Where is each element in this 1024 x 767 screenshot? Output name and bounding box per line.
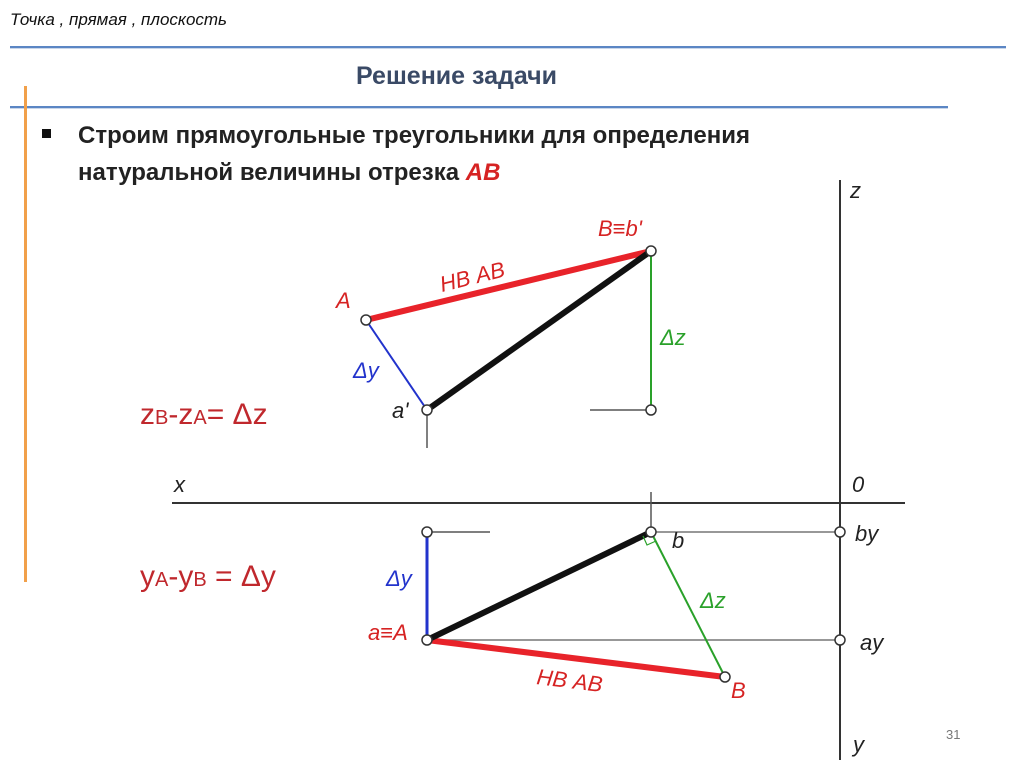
slide-title: Решение задачи [356, 62, 558, 90]
label-b-top: b [672, 528, 685, 553]
point-a-top [422, 635, 432, 645]
point-b-top [646, 527, 656, 537]
point-A-front [361, 315, 371, 325]
axis-y-label: y [853, 732, 864, 757]
point-B-top [720, 672, 730, 682]
bullet-line-1: Строим прямоугольные треугольники для определения [78, 122, 750, 149]
label-delta-z-front: Δz [660, 325, 686, 350]
label-a-front: a' [392, 398, 409, 423]
segment-name: AB [465, 159, 501, 186]
topic-title: Точка , прямая , плоскость [10, 10, 227, 29]
page-number: 31 [946, 727, 961, 742]
point-b-front [646, 246, 656, 256]
origin-label: 0 [852, 472, 865, 497]
label-B-top: B [731, 678, 746, 703]
axis-z-label: z [850, 178, 861, 203]
formula-delta-y: yA-yB = Δy [140, 560, 276, 593]
label-B-b-front: B≡b' [598, 216, 642, 241]
point-a-front [422, 405, 432, 415]
label-delta-y-top: Δy [386, 566, 412, 591]
point-z-base [646, 405, 656, 415]
top-projection-ab [427, 532, 651, 640]
label-delta-z-top: Δz [700, 588, 726, 613]
label-true-length-top: НВ AB [535, 664, 604, 698]
point-ay [835, 635, 845, 645]
point-y-top [422, 527, 432, 537]
label-A-front: A [336, 288, 351, 313]
bullet-line-2: натуральной величины отрезка [78, 159, 466, 186]
front-true-length-line [366, 251, 651, 320]
formula-delta-z: zB-zA= Δz [140, 398, 268, 431]
label-true-length-front: НВ AB [437, 256, 508, 297]
label-by: by [855, 521, 879, 546]
label-a-A-top: a≡A [368, 620, 408, 645]
point-by [835, 527, 845, 537]
label-ay: ay [860, 630, 884, 655]
axis-x-label: x [174, 472, 185, 497]
label-delta-y-front: Δy [353, 358, 379, 383]
